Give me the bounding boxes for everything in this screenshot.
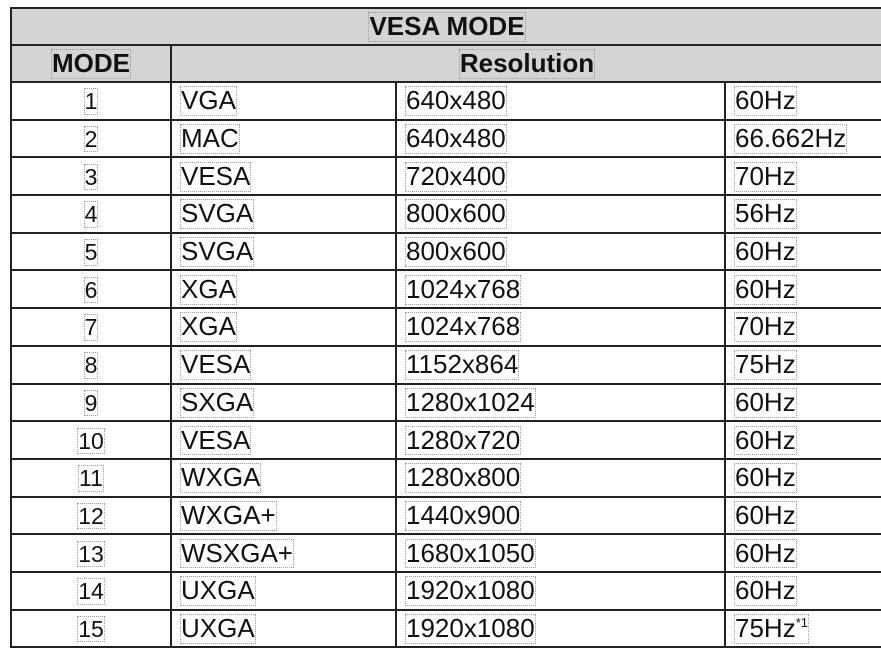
table-row	[11, 384, 881, 422]
refresh-rate-value: 75Hz	[735, 612, 796, 643]
table-row	[11, 233, 881, 271]
mode-value: 12	[78, 502, 104, 529]
resolution-text	[405, 86, 507, 116]
resolution-cell	[396, 421, 725, 459]
refresh-rate-text	[734, 350, 797, 380]
table-row	[11, 195, 881, 233]
mode-name-cell	[171, 82, 396, 120]
mode-value: 2	[84, 126, 98, 153]
resolution-value: 1920x1080	[406, 575, 535, 606]
table-row	[11, 82, 881, 120]
resolution-text	[405, 237, 507, 267]
resolution-value: 800x600	[406, 198, 506, 229]
mode-value: 10	[78, 427, 104, 454]
resolution-cell	[396, 120, 725, 158]
resolution-cell	[396, 270, 725, 308]
table-row	[11, 497, 881, 535]
table-title: VESA MODE	[369, 11, 525, 41]
mode-value: 7	[84, 314, 98, 341]
mode-name-cell	[171, 270, 396, 308]
resolution-value: 720x400	[406, 160, 506, 191]
resolution-value: 1680x1050	[406, 537, 535, 568]
table-row	[11, 308, 881, 346]
refresh-rate-value: 56Hz	[735, 198, 796, 229]
mode-cell	[11, 497, 171, 535]
refresh-rate-cell	[725, 459, 881, 497]
refresh-rate-cell	[725, 157, 881, 195]
table-row	[11, 270, 881, 308]
refresh-rate-cell	[725, 346, 881, 384]
refresh-rate-text	[734, 86, 797, 116]
refresh-rate-cell	[725, 421, 881, 459]
mode-name-value: SXGA	[181, 386, 254, 417]
refresh-rate-value: 66.662Hz	[735, 123, 847, 154]
resolution-text	[405, 199, 507, 229]
resolution-cell	[396, 534, 725, 572]
refresh-rate-value: 60Hz	[735, 575, 796, 606]
mode-cell	[11, 270, 171, 308]
resolution-value: 1024x768	[406, 273, 521, 304]
refresh-rate-text	[734, 426, 797, 456]
refresh-rate-value: 60Hz	[735, 499, 796, 530]
mode-text	[84, 88, 99, 114]
mode-name-cell	[171, 346, 396, 384]
mode-name-text	[180, 312, 237, 342]
refresh-rate-text	[734, 539, 797, 569]
mode-value: 6	[84, 276, 98, 303]
mode-name-text	[180, 463, 261, 493]
refresh-rate-value: 70Hz	[735, 311, 796, 342]
mode-text	[84, 277, 99, 303]
mode-name-text	[180, 350, 251, 380]
mode-value: 13	[78, 540, 104, 567]
mode-text	[84, 239, 99, 265]
mode-name-cell	[171, 534, 396, 572]
mode-name-value: XGA	[181, 311, 236, 342]
refresh-rate-cell	[725, 270, 881, 308]
mode-value: 14	[78, 578, 104, 605]
resolution-text	[405, 162, 507, 192]
mode-name-cell	[171, 157, 396, 195]
refresh-rate-value: 70Hz	[735, 160, 796, 191]
mode-text	[84, 352, 99, 378]
mode-name-cell	[171, 384, 396, 422]
mode-header: MODE	[52, 48, 130, 78]
mode-name-value: VESA	[181, 349, 251, 380]
mode-text	[84, 390, 99, 416]
resolution-text	[405, 124, 507, 154]
mode-text	[78, 465, 104, 491]
refresh-rate-text	[734, 312, 797, 342]
resolution-cell	[396, 346, 725, 384]
table-title-cell	[11, 8, 881, 45]
resolution-value: 640x480	[406, 123, 506, 154]
mode-name-text	[180, 501, 277, 531]
resolution-text	[405, 350, 519, 380]
table-row	[11, 572, 881, 610]
mode-value: 9	[84, 389, 98, 416]
table-row	[11, 157, 881, 195]
resolution-text	[405, 312, 521, 342]
refresh-rate-cell	[725, 572, 881, 610]
mode-name-cell	[171, 233, 396, 271]
mode-name-cell	[171, 459, 396, 497]
table-body	[11, 82, 881, 647]
mode-name-value: XGA	[181, 273, 236, 304]
refresh-rate-cell	[725, 610, 881, 648]
column-header-row	[11, 45, 881, 82]
mode-name-cell	[171, 308, 396, 346]
refresh-rate-value: 60Hz	[735, 424, 796, 455]
mode-name-text	[180, 124, 240, 154]
mode-name-value: WXGA	[181, 462, 261, 493]
refresh-rate-text	[734, 162, 797, 192]
mode-text	[77, 428, 105, 454]
refresh-rate-text	[734, 388, 797, 418]
refresh-rate-text	[734, 275, 797, 305]
mode-name-value: VGA	[181, 85, 236, 116]
resolution-cell	[396, 572, 725, 610]
mode-value: 3	[84, 163, 98, 190]
mode-name-cell	[171, 572, 396, 610]
refresh-rate-text	[734, 124, 847, 154]
mode-name-value: SVGA	[181, 236, 254, 267]
refresh-rate-cell	[725, 195, 881, 233]
refresh-rate-cell	[725, 497, 881, 535]
mode-name-cell	[171, 195, 396, 233]
mode-name-text	[180, 237, 254, 267]
resolution-cell	[396, 157, 725, 195]
mode-cell	[11, 308, 171, 346]
refresh-rate-value: 75Hz	[735, 349, 796, 380]
mode-cell	[11, 120, 171, 158]
resolution-cell	[396, 497, 725, 535]
mode-name-text	[180, 275, 237, 305]
refresh-rate-value: 60Hz	[735, 386, 796, 417]
mode-cell	[11, 195, 171, 233]
resolution-header: Resolution	[459, 48, 595, 78]
table-row	[11, 421, 881, 459]
mode-name-value: VESA	[181, 424, 251, 455]
mode-value: 5	[84, 239, 98, 266]
resolution-value: 1280x800	[406, 462, 521, 493]
mode-name-value: WXGA+	[181, 499, 276, 530]
refresh-rate-cell	[725, 82, 881, 120]
resolution-cell	[396, 82, 725, 120]
mode-text	[84, 314, 99, 340]
resolution-value: 1280x720	[406, 424, 521, 455]
mode-header-cell	[11, 45, 171, 82]
mode-text	[84, 126, 99, 152]
mode-cell	[11, 534, 171, 572]
mode-name-text	[180, 614, 256, 644]
resolution-value: 800x600	[406, 236, 506, 267]
mode-text	[77, 616, 105, 642]
resolution-text	[405, 463, 521, 493]
mode-cell	[11, 82, 171, 120]
resolution-text	[405, 576, 536, 606]
resolution-value: 1280x1024	[406, 386, 535, 417]
mode-cell	[11, 421, 171, 459]
mode-name-cell	[171, 120, 396, 158]
resolution-text	[405, 388, 536, 418]
refresh-rate-text	[734, 463, 797, 493]
table-row	[11, 346, 881, 384]
mode-cell	[11, 459, 171, 497]
mode-value: 15	[78, 615, 104, 642]
resolution-cell	[396, 384, 725, 422]
mode-name-value: VESA	[181, 160, 251, 191]
mode-name-text	[180, 539, 294, 569]
refresh-rate-cell	[725, 308, 881, 346]
refresh-rate-value: 60Hz	[735, 236, 796, 267]
refresh-rate-cell	[725, 384, 881, 422]
mode-cell	[11, 384, 171, 422]
resolution-cell	[396, 459, 725, 497]
resolution-value: 1920x1080	[406, 612, 535, 643]
vesa-mode-table	[10, 7, 881, 648]
refresh-rate-text	[734, 501, 797, 531]
mode-text	[77, 578, 105, 604]
refresh-rate-value: 60Hz	[735, 462, 796, 493]
mode-value: 1	[84, 88, 98, 115]
table-row	[11, 534, 881, 572]
footnote-marker: *1	[795, 614, 808, 630]
mode-value: 11	[79, 465, 103, 492]
table-row	[11, 610, 881, 648]
mode-name-text	[180, 388, 254, 418]
resolution-cell	[396, 308, 725, 346]
table-row	[11, 120, 881, 158]
mode-name-text	[180, 199, 254, 229]
resolution-value: 1024x768	[406, 311, 521, 342]
refresh-rate-text	[734, 199, 797, 229]
mode-name-cell	[171, 610, 396, 648]
resolution-cell	[396, 195, 725, 233]
mode-value: 4	[84, 201, 98, 228]
mode-name-text	[180, 426, 251, 456]
refresh-rate-value: 60Hz	[735, 537, 796, 568]
resolution-value: 1152x864	[406, 349, 519, 380]
title-row	[11, 8, 881, 45]
mode-name-value: WSXGA+	[181, 537, 293, 568]
mode-cell	[11, 610, 171, 648]
mode-cell	[11, 346, 171, 384]
resolution-text	[405, 539, 536, 569]
refresh-rate-value: 60Hz	[735, 85, 796, 116]
mode-text	[84, 201, 99, 227]
refresh-rate-text	[734, 237, 797, 267]
mode-name-value: UXGA	[181, 575, 255, 606]
mode-name-text	[180, 576, 256, 606]
mode-name-text	[180, 86, 237, 116]
refresh-rate-cell	[725, 120, 881, 158]
mode-name-value: MAC	[181, 123, 239, 154]
resolution-header-cell	[171, 45, 881, 82]
mode-value: 8	[84, 352, 98, 379]
refresh-rate-value: 60Hz	[735, 273, 796, 304]
refresh-rate-cell	[725, 233, 881, 271]
resolution-text	[405, 426, 521, 456]
mode-cell	[11, 572, 171, 610]
table-row	[11, 459, 881, 497]
resolution-value: 640x480	[406, 85, 506, 116]
resolution-cell	[396, 610, 725, 648]
mode-name-text	[180, 162, 251, 192]
resolution-text	[405, 614, 536, 644]
resolution-value: 1440x900	[406, 499, 521, 530]
mode-name-value: UXGA	[181, 612, 255, 643]
mode-text	[84, 164, 99, 190]
mode-cell	[11, 157, 171, 195]
resolution-cell	[396, 233, 725, 271]
mode-name-cell	[171, 497, 396, 535]
resolution-text	[405, 501, 521, 531]
resolution-text	[405, 275, 521, 305]
mode-name-value: SVGA	[181, 198, 254, 229]
mode-text	[77, 503, 105, 529]
mode-cell	[11, 233, 171, 271]
refresh-rate-cell	[725, 534, 881, 572]
mode-text	[77, 541, 105, 567]
refresh-rate-text	[734, 576, 797, 606]
mode-name-cell	[171, 421, 396, 459]
refresh-rate-text	[734, 614, 809, 644]
